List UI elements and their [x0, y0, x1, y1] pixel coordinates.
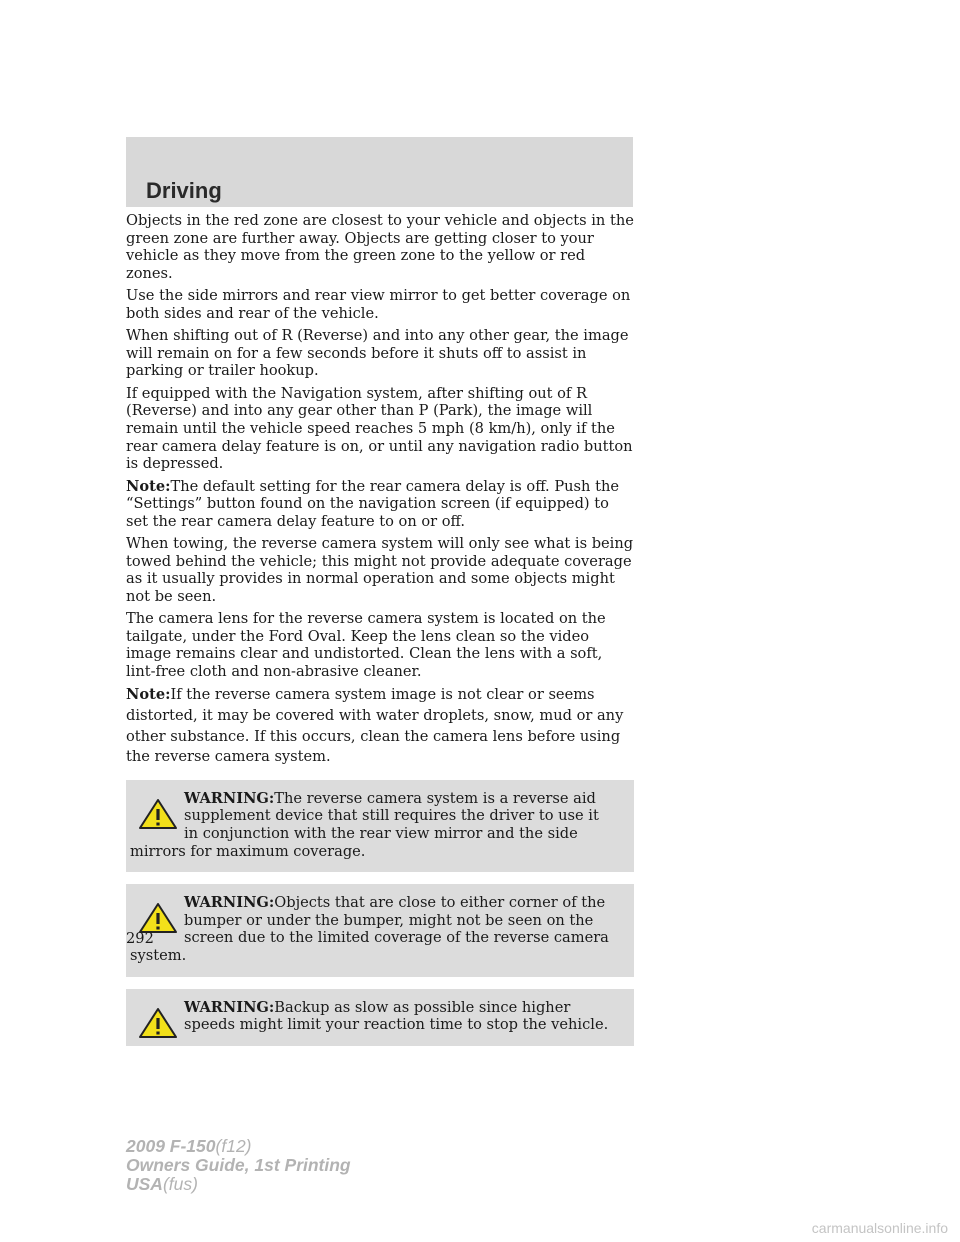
warning-triangle-icon: [138, 1007, 178, 1039]
footer-market-code: (fus): [162, 1174, 198, 1194]
warning-text: [130, 894, 616, 964]
warning-box: [126, 989, 634, 1046]
note-text: If the reverse camera system image is not clear or seems distorted, it may be covered with water droplets, snow, mud or any other substance. If this occurs, clean the camera lens before using the reverse camera system.: [126, 686, 624, 766]
footer-market: USA: [126, 1174, 163, 1194]
paragraph: When towing, the reverse camera system will only see what is being towed behind the vehicle; this might not provide adequate coverage as it usually provides in normal operation and some objects might not be seen.: [126, 535, 634, 605]
warning-body: The reverse camera system is a reverse aid supplement device that still requires the driver to use it in conjunction with the rear view mirror and the side mirrors for maximum coverage.: [130, 789, 599, 860]
warning-label: WARNING:: [184, 894, 275, 912]
footer: [126, 1137, 351, 1194]
warning-box: [126, 884, 634, 976]
warning-label: WARNING:: [184, 789, 275, 807]
footer-line-2: Owners Guide, 1st Printing: [126, 1155, 351, 1175]
paragraph: When shifting out of R (Reverse) and into any other gear, the image will remain on for a few seconds before it shuts off to assist in parking or trailer hookup.: [126, 327, 629, 380]
footer-model-code: (f12): [215, 1136, 252, 1156]
warning-body: Backup as slow as possible since higher speeds might limit your reaction time to stop the vehicle.: [184, 998, 609, 1034]
warning-text: [130, 790, 616, 860]
warning-box: [126, 780, 634, 872]
warning-label: WARNING:: [184, 998, 275, 1016]
page-number: 292: [126, 930, 154, 947]
footer-line-1: [126, 1137, 351, 1156]
paragraph: Use the side mirrors and rear view mirror to get better coverage on both sides and rear of the vehicle.: [126, 287, 631, 322]
warning-triangle-icon: [138, 798, 178, 830]
watermark: carmanualsonline.info: [811, 1220, 948, 1236]
warning-body: Objects that are close to either corner of the bumper or under the bumper, might not be seen on the screen due to the limited coverage of the reverse camera system.: [130, 894, 609, 964]
paragraph: If equipped with the Navigation system, after shifting out of R (Reverse) and into any gear other than P (Park), the image will remain until the vehicle speed reaches 5 mph (8 km/h), only if the rear camera delay feature is on, or until any navigation radio button is depressed.: [126, 384, 633, 473]
footer-model: 2009 F-150: [126, 1136, 216, 1156]
paragraph: Objects in the red zone are closest to your vehicle and objects in the green zone are further away. Objects are getting closer to your vehicle as they move from the green zone to the yellow or red zones.: [126, 212, 634, 282]
note: [126, 478, 634, 531]
warning-text: [130, 999, 616, 1034]
note: [126, 685, 634, 767]
note-label: Note:: [126, 686, 171, 704]
paragraph: The camera lens for the reverse camera system is located on the tailgate, under the Ford Oval. Keep the lens clean so the video image remains clear and undistorted. Clean the lens with a soft, lint-free cloth and non-abrasive cleaner.: [126, 610, 606, 681]
note-text: The default setting for the rear camera delay is off. Push the “Settings” button found on the navigation screen (if equipped) to set the rear camera delay feature to on or off.: [126, 477, 619, 530]
page-content: [126, 212, 634, 1046]
footer-line-3: [126, 1175, 351, 1194]
section-title: Driving: [146, 178, 222, 203]
note-label: Note:: [126, 477, 171, 495]
